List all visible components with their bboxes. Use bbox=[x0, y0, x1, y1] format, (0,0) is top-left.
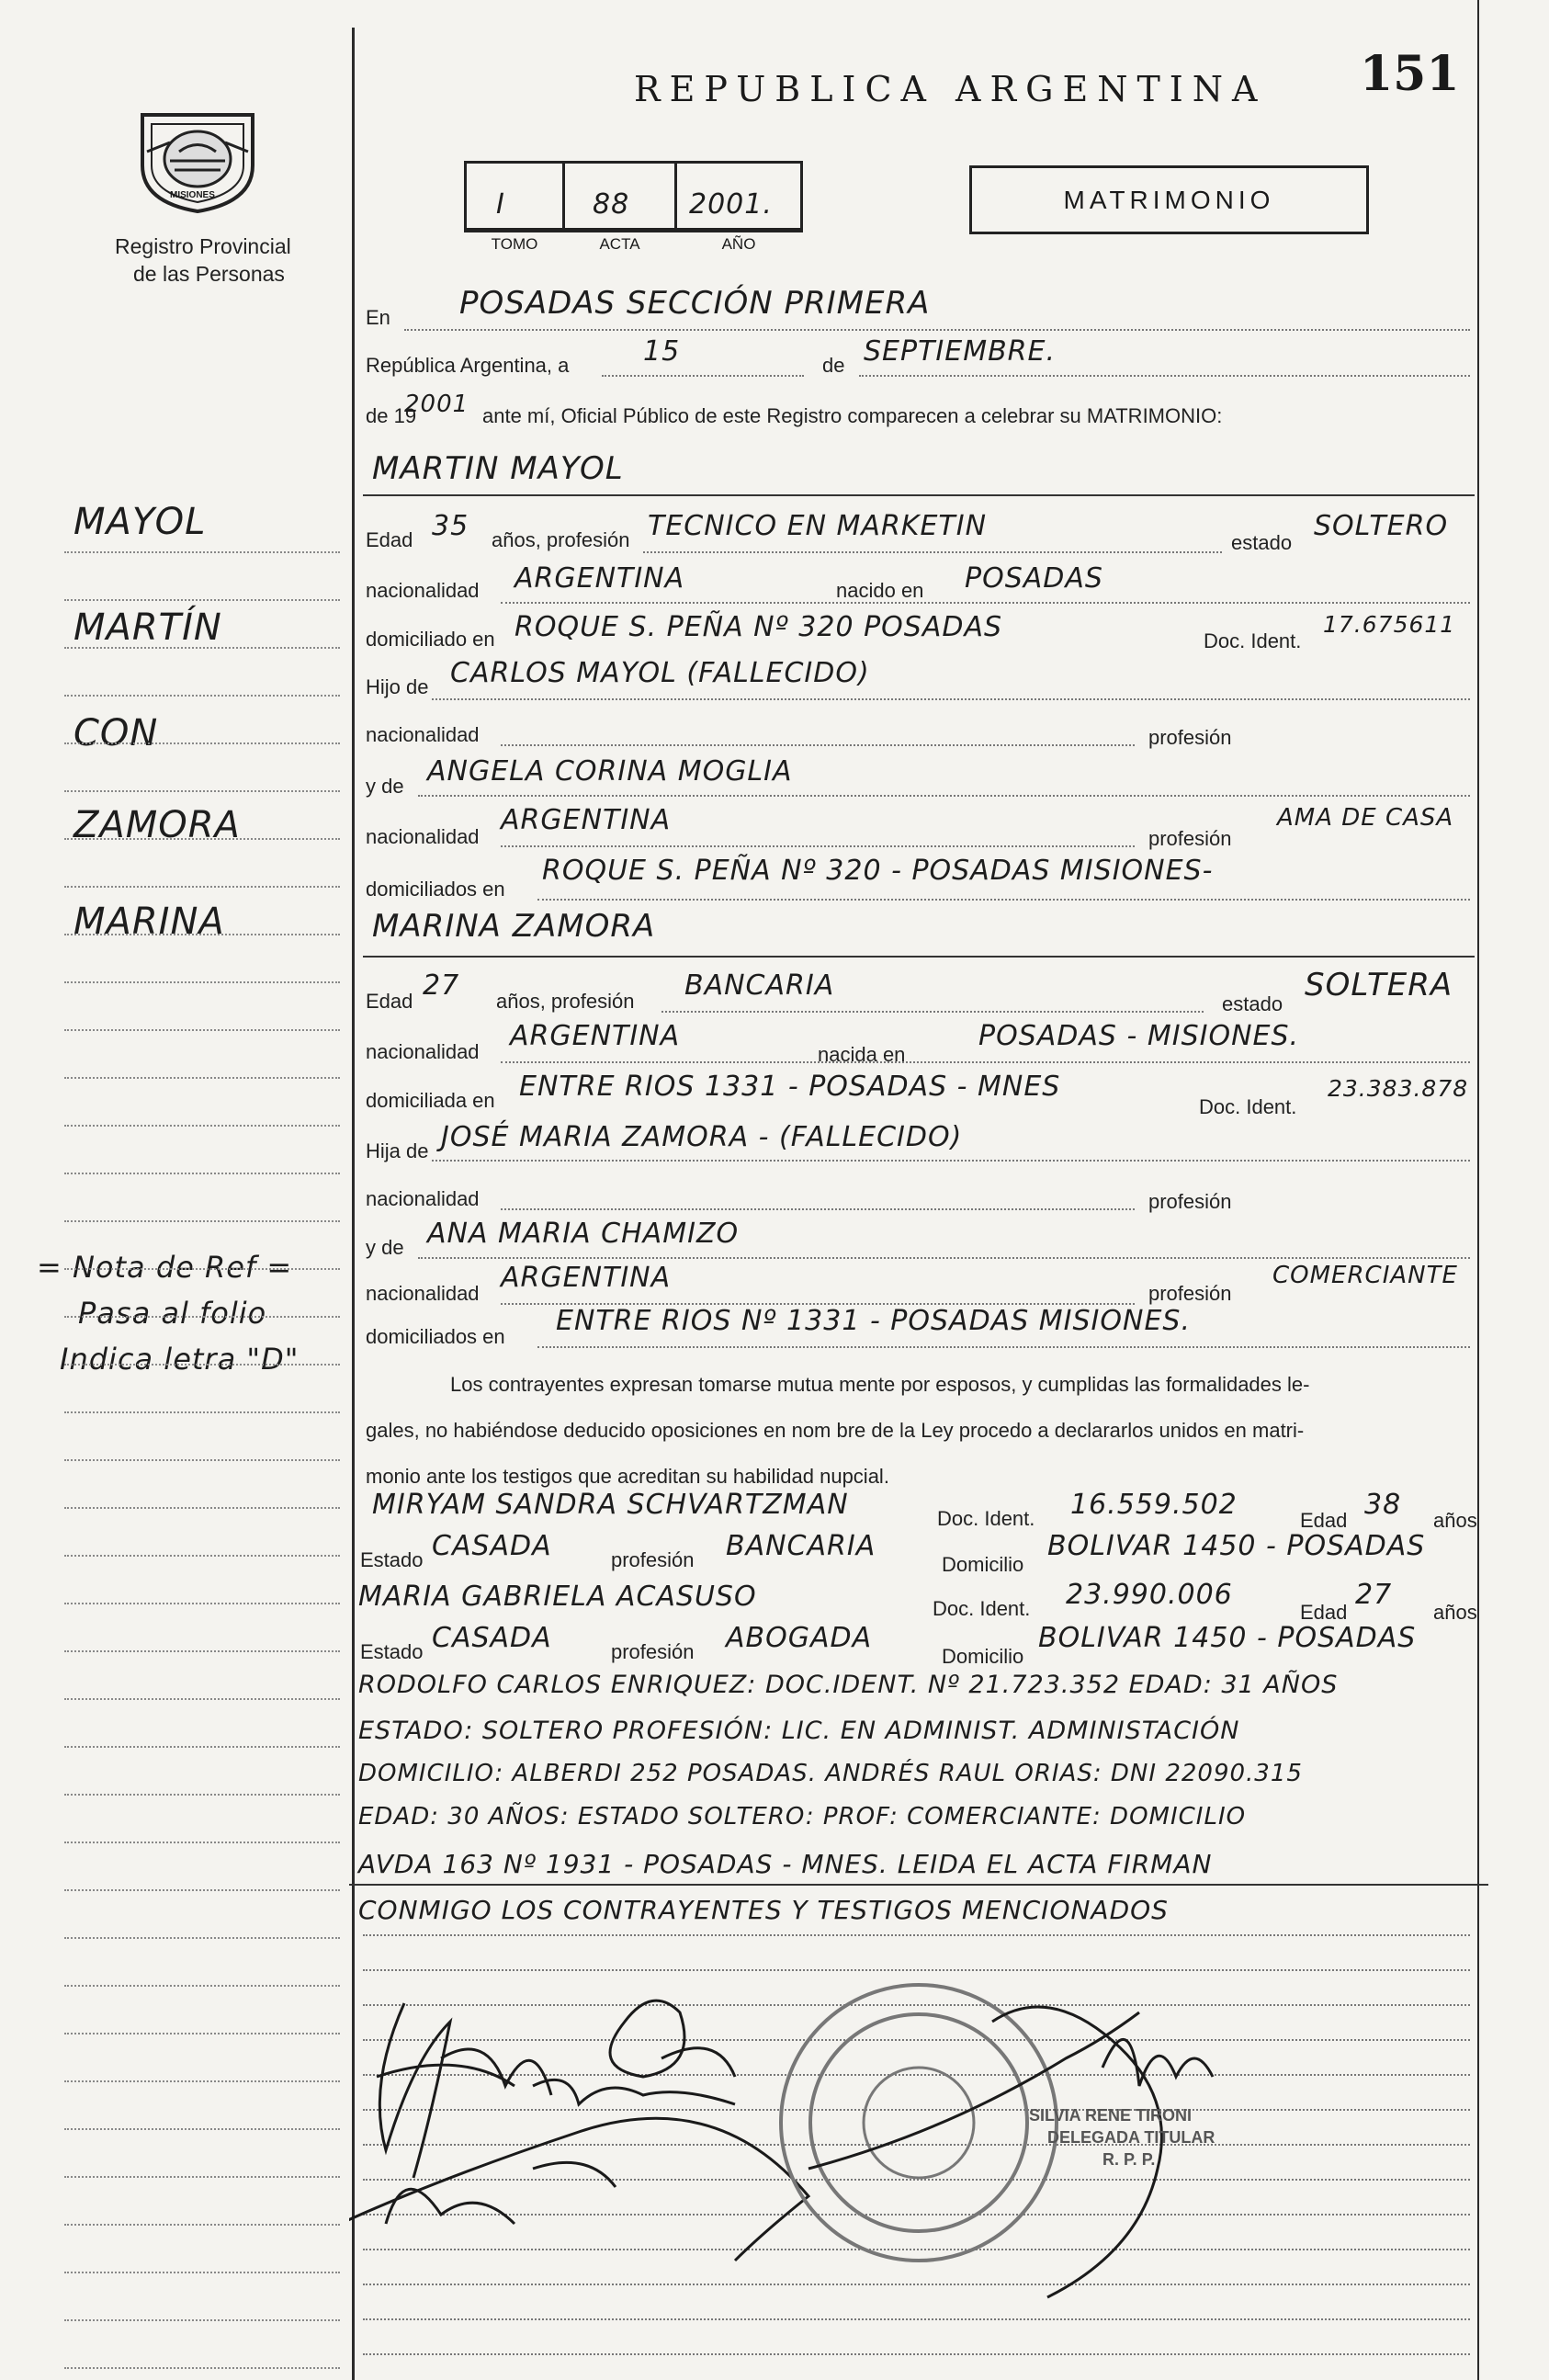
margin-con: CON bbox=[73, 712, 159, 754]
groom-madre: ANGELA CORINA MOGLIA bbox=[427, 755, 793, 788]
groom-nac-line bbox=[501, 602, 1470, 604]
bride-anos-label: años, profesión bbox=[496, 990, 635, 1013]
margin-rule-line bbox=[64, 2176, 340, 2178]
bride-padre-prof-label: profesión bbox=[1148, 1190, 1232, 1213]
notes-line5: AVDA 163 Nº 1931 - POSADAS - MNES. LEIDA EL ACTA FIRMAN bbox=[358, 1849, 1213, 1879]
bride-padre: JOSÉ MARIA ZAMORA - (FALLECIDO) bbox=[441, 1121, 963, 1153]
republica-label: República Argentina, a bbox=[366, 354, 570, 377]
bride-madre-prof: COMERCIANTE bbox=[1272, 1262, 1458, 1289]
bride-padre-nac-line bbox=[501, 1208, 1135, 1210]
notes-line3: DOMICILIO: ALBERDI 252 POSADAS. ANDRÉS RAUL ORIAS: DNI 22090.315 bbox=[358, 1760, 1303, 1787]
groom-madre-prof-label: profesión bbox=[1148, 827, 1232, 850]
witness1-dom-label: Domicilio bbox=[942, 1553, 1024, 1576]
margin-rule-line bbox=[64, 2319, 340, 2321]
groom-nac-label: nacionalidad bbox=[366, 579, 480, 602]
bride-nacida-label: nacida en bbox=[818, 1043, 906, 1066]
groom-doc-label: Doc. Ident. bbox=[1204, 629, 1302, 652]
witness1-edad: 38 bbox=[1364, 1489, 1402, 1521]
witness2-dom-label: Domicilio bbox=[942, 1645, 1024, 1668]
margin-rule-line bbox=[64, 2080, 340, 2082]
notes-line2: ESTADO: SOLTERO PROFESIÓN: LIC. EN ADMINIST. ADMINISTACIÓN bbox=[358, 1717, 1240, 1745]
margin-rule-line bbox=[64, 934, 340, 935]
groom-yde-label: y de bbox=[366, 775, 404, 798]
margin-rule-line bbox=[64, 1937, 340, 1939]
bride-dom-line bbox=[537, 1346, 1470, 1348]
bride-edad: 27 bbox=[423, 969, 460, 1002]
place-line bbox=[404, 329, 1470, 331]
groom-madre-nac-line bbox=[501, 845, 1135, 847]
bride-doc: 23.383.878 bbox=[1328, 1075, 1469, 1102]
year-prefix: de 19 bbox=[366, 404, 417, 427]
place-value: POSADAS SECCIÓN PRIMERA bbox=[459, 285, 931, 322]
margin-rule-line bbox=[64, 551, 340, 553]
official-seal bbox=[781, 1985, 1057, 2261]
witness2-domicilio: BOLIVAR 1450 - POSADAS bbox=[1038, 1622, 1417, 1654]
groom-madre-line bbox=[418, 795, 1470, 797]
margin-rule-line bbox=[64, 1173, 340, 1174]
witness2-anos-label: años bbox=[1433, 1601, 1477, 1624]
margin-rule-line bbox=[64, 1985, 340, 1987]
tomo-label: TOMO bbox=[491, 235, 538, 253]
day-value: 15 bbox=[643, 335, 681, 368]
country-title: REPUBLICA ARGENTINA bbox=[634, 69, 1267, 109]
margin-rule-line bbox=[64, 1842, 340, 1843]
groom-edad: 35 bbox=[432, 510, 469, 542]
bride-profesion: BANCARIA bbox=[684, 969, 835, 1002]
margin-surname2: ZAMORA bbox=[73, 804, 241, 846]
groom-dom-line bbox=[537, 899, 1470, 901]
margin-rule-line bbox=[64, 2367, 340, 2369]
bride-nacida: POSADAS - MISIONES. bbox=[978, 1020, 1300, 1052]
bride-padre-line bbox=[432, 1160, 1470, 1162]
bride-doc-label: Doc. Ident. bbox=[1199, 1095, 1297, 1118]
bride-name: MARINA ZAMORA bbox=[372, 908, 656, 945]
margin-rule-line bbox=[64, 2128, 340, 2130]
witness1-estado: CASADA bbox=[432, 1530, 552, 1562]
margin-rule-line bbox=[64, 1746, 340, 1748]
witness2-profesion: ABOGADA bbox=[726, 1622, 873, 1654]
groom-nacido: POSADAS bbox=[965, 562, 1103, 595]
signature-rule-line bbox=[363, 1934, 1470, 1936]
groom-padre: CARLOS MAYOL (FALLECIDO) bbox=[450, 657, 870, 689]
margin-rule-line bbox=[64, 838, 340, 840]
acta-label: ACTA bbox=[599, 235, 640, 253]
bride-domicilio: ENTRE RIOS 1331 - POSADAS - MNES bbox=[519, 1071, 1061, 1103]
groom-edad-line bbox=[643, 551, 1222, 553]
stamp-line2: DELEGADA TITULAR bbox=[1047, 2128, 1215, 2147]
registry-line2: de las Personas bbox=[133, 262, 285, 286]
acta-value: 88 bbox=[593, 188, 630, 221]
bride-madre-nac-label: nacionalidad bbox=[366, 1282, 480, 1305]
witness1-edad-label: Edad bbox=[1300, 1509, 1348, 1532]
witness1-doc-label: Doc. Ident. bbox=[937, 1507, 1035, 1530]
witness1-domicilio: BOLIVAR 1450 - POSADAS bbox=[1047, 1530, 1426, 1562]
page-number: 151 bbox=[1360, 46, 1460, 102]
witness1-profesion: BANCARIA bbox=[726, 1530, 876, 1562]
margin-rule-line bbox=[64, 1364, 340, 1366]
groom-name: MARTIN MAYOL bbox=[372, 450, 624, 487]
groom-padre-prof-label: profesión bbox=[1148, 726, 1232, 749]
margin-rule-line bbox=[64, 2272, 340, 2273]
groom-dom-label: domiciliado en bbox=[366, 628, 495, 651]
bride-nac-line bbox=[501, 1061, 1470, 1063]
witness2-estado-label: Estado bbox=[360, 1640, 424, 1663]
bride-madre-line bbox=[418, 1257, 1470, 1259]
margin-rule-line bbox=[64, 1125, 340, 1127]
witness2-edad: 27 bbox=[1355, 1579, 1393, 1611]
witness2-doc-label: Doc. Ident. bbox=[933, 1597, 1031, 1620]
notes-line6: CONMIGO LOS CONTRAYENTES Y TESTIGOS MENCIONADOS bbox=[358, 1895, 1169, 1925]
groom-hijo-label: Hijo de bbox=[366, 675, 429, 698]
de-label: de bbox=[822, 354, 845, 377]
margin-rule-line bbox=[64, 1268, 340, 1270]
margin-rule-line bbox=[64, 1029, 340, 1031]
matrimonio-box bbox=[969, 165, 1369, 234]
margin-rule-line bbox=[64, 1794, 340, 1796]
margin-rule-line bbox=[64, 790, 340, 792]
stamp-line1: SILVIA RENE TIRONI bbox=[1029, 2106, 1193, 2125]
witness2-estado: CASADA bbox=[432, 1622, 552, 1654]
bride-edad-line bbox=[661, 1011, 1204, 1013]
witness1-estado-label: Estado bbox=[360, 1548, 424, 1571]
groom-anos-label: años, profesión bbox=[492, 528, 630, 551]
margin-rule-line bbox=[64, 2224, 340, 2226]
margin-rule-line bbox=[64, 742, 340, 744]
record-type-title: MATRIMONIO bbox=[1063, 186, 1275, 214]
groom-madre-nac: ARGENTINA bbox=[501, 804, 672, 836]
margin-rule-line bbox=[64, 981, 340, 983]
declaration-line1: Los contrayentes expresan tomarse mutua mente por esposos, y cumplidas las formalidades le- bbox=[450, 1373, 1310, 1396]
groom-domiciliados-label: domiciliados en bbox=[366, 878, 505, 901]
margin-firstname2: MARINA bbox=[73, 901, 225, 943]
box-divider bbox=[464, 228, 803, 230]
margin-rule-line bbox=[64, 1507, 340, 1509]
declaration-line2: gales, no habiéndose deducido oposiciones en nom bre de la Ley procedo a declararlos unidos en matri- bbox=[366, 1419, 1305, 1442]
bride-nacionalidad: ARGENTINA bbox=[510, 1020, 681, 1052]
margin-rule-line bbox=[64, 1411, 340, 1413]
witness2-prof-label: profesión bbox=[611, 1640, 695, 1663]
groom-nacido-label: nacido en bbox=[836, 579, 924, 602]
en-label: En bbox=[366, 306, 390, 329]
groom-estado: SOLTERO bbox=[1314, 510, 1449, 542]
groom-profesion: TECNICO EN MARKETIN bbox=[648, 510, 988, 542]
bride-signature bbox=[533, 2000, 735, 2104]
groom-padre-line bbox=[432, 698, 1470, 700]
margin-rule-line bbox=[64, 1077, 340, 1079]
margin-rule-line bbox=[64, 1698, 340, 1700]
signatures-area bbox=[349, 1948, 1488, 2380]
bride-nac-label: nacionalidad bbox=[366, 1040, 480, 1063]
witness2-doc: 23.990.006 bbox=[1066, 1579, 1233, 1611]
margin-rule-line bbox=[64, 886, 340, 888]
groom-madre-nac-label: nacionalidad bbox=[366, 825, 480, 848]
witness2-name: MARIA GABRIELA ACASUSO bbox=[358, 1581, 757, 1613]
stamp-line3: R. P. P. bbox=[1102, 2150, 1156, 2169]
ano-value: 2001. bbox=[689, 188, 773, 221]
day-line bbox=[602, 375, 804, 377]
margin-rule-line bbox=[64, 647, 340, 649]
groom-doc: 17.675611 bbox=[1323, 611, 1456, 638]
bride-dom-label: domiciliada en bbox=[366, 1089, 495, 1112]
margin-rule-line bbox=[64, 1555, 340, 1557]
opening-statement: ante mí, Oficial Público de este Registro comparecen a celebrar su MATRIMONIO: bbox=[482, 404, 1223, 427]
margin-rule-line bbox=[64, 599, 340, 601]
groom-madre-prof: AMA DE CASA bbox=[1277, 804, 1454, 832]
witness1-doc: 16.559.502 bbox=[1070, 1489, 1238, 1521]
margin-rule-line bbox=[64, 2033, 340, 2034]
groom-padre-nac-line bbox=[501, 744, 1135, 746]
bride-yde-label: y de bbox=[366, 1236, 404, 1259]
margin-surname: MAYOL bbox=[73, 501, 207, 543]
witness2-edad-label: Edad bbox=[1300, 1601, 1348, 1624]
witness1-anos-label: años bbox=[1433, 1509, 1477, 1532]
registry-line1: Registro Provincial bbox=[115, 234, 291, 258]
ano-label: AÑO bbox=[721, 235, 756, 253]
groom-padres-domicilio: ROQUE S. PEÑA Nº 320 - POSADAS MISIONES- bbox=[542, 855, 1214, 887]
month-value: SEPTIEMBRE. bbox=[864, 335, 1057, 368]
bride-madre-nac: ARGENTINA bbox=[501, 1262, 672, 1294]
notes-line1: RODOLFO CARLOS ENRIQUEZ: DOC.IDENT. Nº 21.723.352 EDAD: 31 AÑOS bbox=[358, 1671, 1339, 1699]
tomo-cell bbox=[464, 161, 565, 232]
groom-estado-label: estado bbox=[1231, 531, 1293, 554]
groom-edad-label: Edad bbox=[366, 528, 413, 551]
groom-domicilio: ROQUE S. PEÑA Nº 320 POSADAS bbox=[514, 611, 1003, 643]
bride-estado-label: estado bbox=[1222, 992, 1283, 1015]
month-line bbox=[859, 375, 1470, 377]
official-stamp-text bbox=[1029, 2104, 1215, 2170]
witness1-prof-label: profesión bbox=[611, 1548, 695, 1571]
notes-line4: EDAD: 30 AÑOS: ESTADO SOLTERO: PROF: COMERCIANTE: DOMICILIO bbox=[358, 1803, 1247, 1830]
margin-rule-line bbox=[64, 1220, 340, 1222]
seal-text: MISIONES bbox=[170, 190, 215, 200]
bride-estado: SOLTERA bbox=[1305, 967, 1453, 1003]
margin-rule-line bbox=[64, 1316, 340, 1318]
witness1-name: MIRYAM SANDRA SCHVARTZMAN bbox=[372, 1489, 849, 1521]
declaration-line3: monio ante los testigos que acreditan su habilidad nupcial. bbox=[366, 1465, 889, 1488]
bride-name-line bbox=[363, 956, 1475, 958]
bride-edad-label: Edad bbox=[366, 990, 413, 1013]
margin-rule-line bbox=[64, 1459, 340, 1461]
bride-padre-nac-label: nacionalidad bbox=[366, 1187, 480, 1210]
margin-rule-line bbox=[64, 1889, 340, 1891]
bride-domiciliados-label: domiciliados en bbox=[366, 1325, 505, 1348]
groom-nacionalidad: ARGENTINA bbox=[514, 562, 685, 595]
groom-padre-nac-label: nacionalidad bbox=[366, 723, 480, 746]
province-seal-logo bbox=[129, 96, 266, 216]
margin-rule-line bbox=[64, 695, 340, 697]
margin-rule-line bbox=[64, 1603, 340, 1604]
margin-firstname: MARTÍN bbox=[73, 606, 222, 649]
margin-rule-line bbox=[64, 1650, 340, 1652]
bride-hija-label: Hija de bbox=[366, 1139, 429, 1162]
bride-madre-prof-label: profesión bbox=[1148, 1282, 1232, 1305]
notes-underline bbox=[349, 1884, 1488, 1886]
bride-padres-domicilio: ENTRE RIOS Nº 1331 - POSADAS MISIONES. bbox=[556, 1305, 1191, 1337]
bride-madre: ANA MARIA CHAMIZO bbox=[427, 1218, 740, 1250]
year-value: 2001 bbox=[404, 391, 469, 418]
witness-signatures bbox=[349, 2118, 808, 2261]
margin-note1: = Nota de Ref = bbox=[37, 1250, 293, 1285]
tomo-value: I bbox=[496, 188, 505, 221]
margin-note2: Pasa al folio bbox=[78, 1296, 267, 1331]
groom-name-line bbox=[363, 494, 1475, 496]
margin-note3: Indica letra "D" bbox=[60, 1342, 300, 1377]
